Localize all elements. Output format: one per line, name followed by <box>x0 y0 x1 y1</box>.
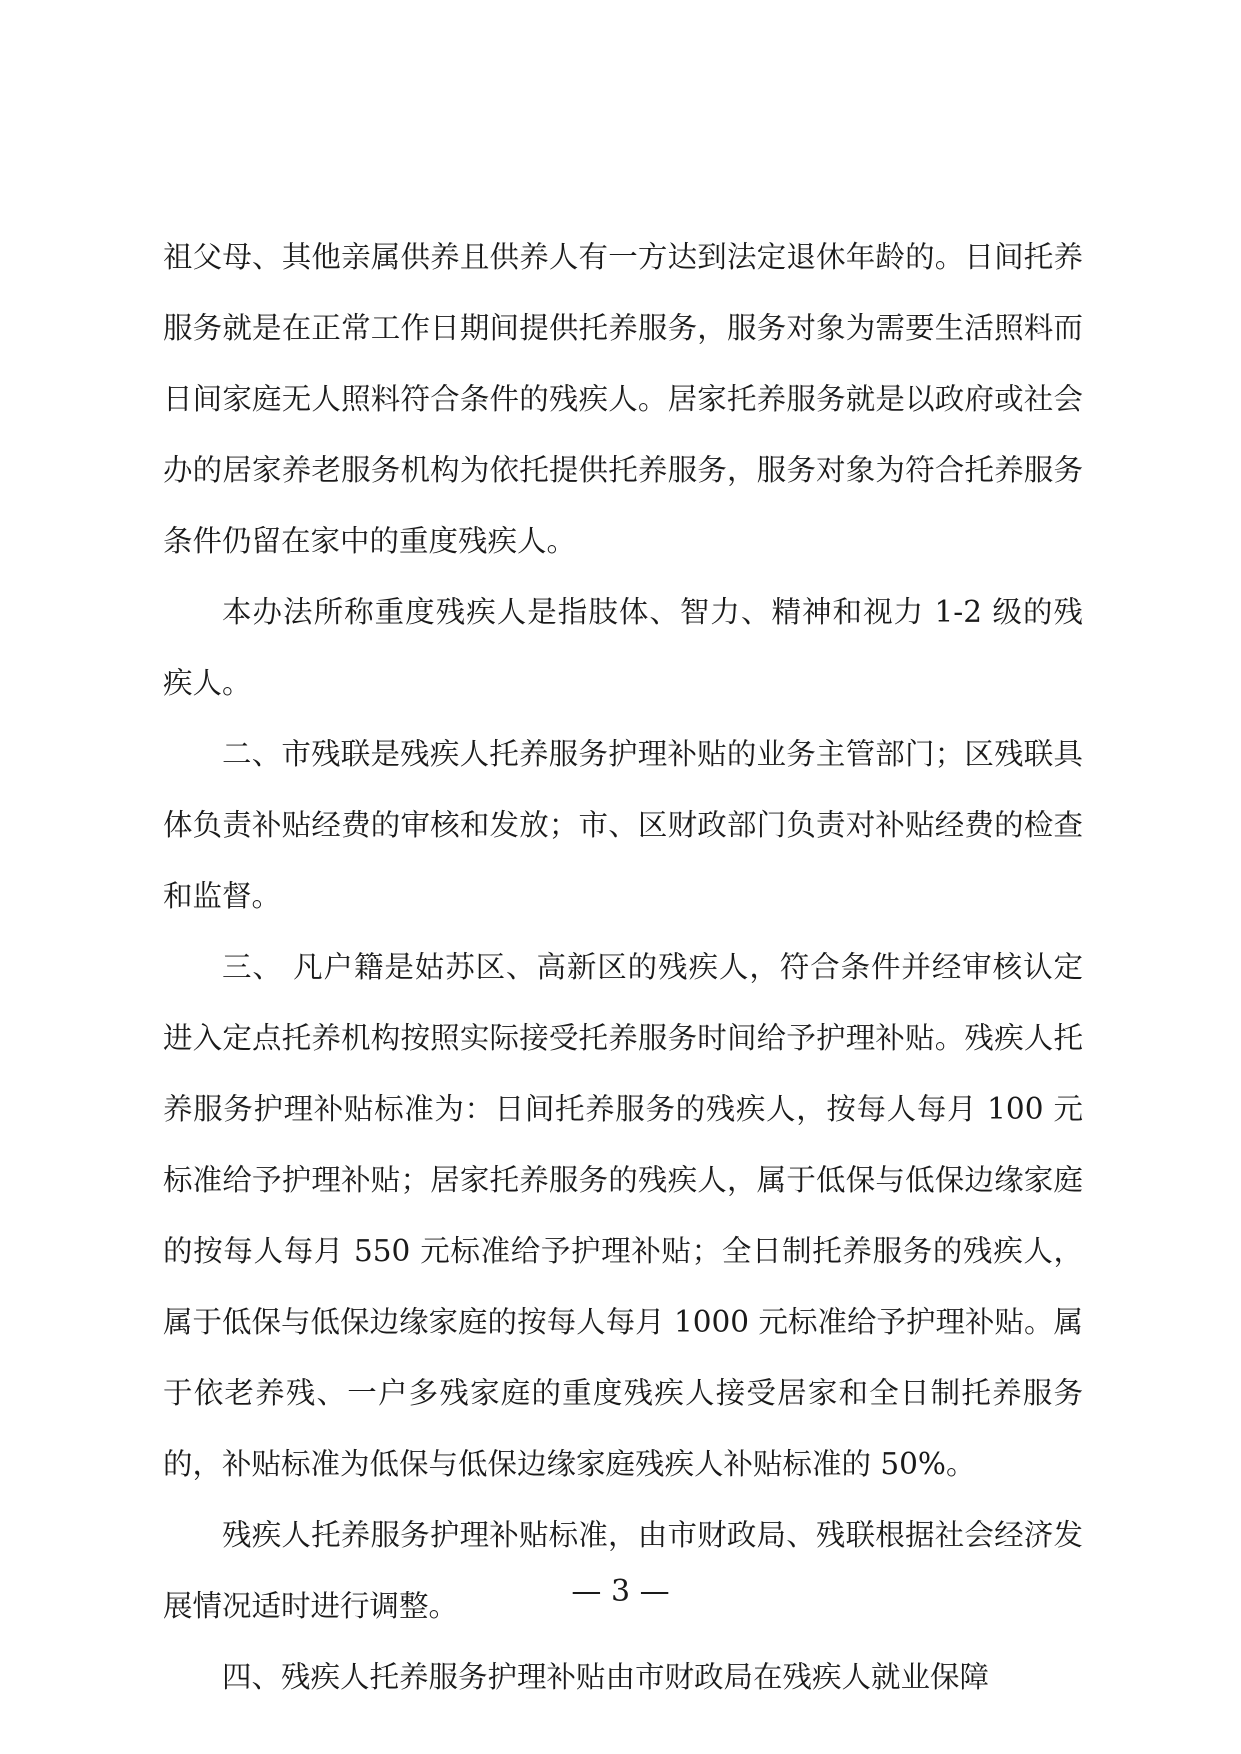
paragraph-section-two: 二、市残联是残疾人托养服务护理补贴的业务主管部门；区残联具体负责补贴经费的审核和发放；市、区财政部门负责对补贴经费的检查和监督。 <box>163 737 1083 913</box>
page-number: — 3 — <box>571 1574 670 1609</box>
paragraph-severe-disability-definition: 本办法所称重度残疾人是指肢体、智力、精神和视力 1-2 级的残疾人。 <box>163 595 1083 700</box>
body-text <box>163 222 1083 1713</box>
paragraph-section-three: 三、 凡户籍是姑苏区、高新区的残疾人，符合条件并经审核认定进入定点托养机构按照实际接受托养服务时间给予护理补贴。残疾人托养服务护理补贴标准为：日间托养服务的残疾人，按每人每月 100 元标准给予护理补贴；居家托养服务的残疾人，属于低保与低保边缘家庭的按每人每月 550 元标准给予护理补贴；全日制托养服务的残疾人，属于低保与低保边缘家庭的按每人每月 1000 元标准给予护理补贴。属于依老养残、一户多残家庭的重度残疾人接受居家和全日制托养服务的，补贴标准为低保与低保边缘家庭残疾人补贴标准的 50%。 <box>163 950 1083 1481</box>
paragraph-section-four: 四、残疾人托养服务护理补贴由市财政局在残疾人就业保障 <box>222 1660 990 1694</box>
paragraph-continued: 祖父母、其他亲属供养且供养人有一方达到法定退休年龄的。日间托养服务就是在正常工作日期间提供托养服务，服务对象为需要生活照料而日间家庭无人照料符合条件的残疾人。居家托养服务就是以政府或社会办的居家养老服务机构为依托提供托养服务，服务对象为符合托养服务条件仍留在家中的重度残疾人。 <box>163 240 1083 558</box>
paragraph-standard-adjustment: 残疾人托养服务护理补贴标准，由市财政局、残联根据社会经济发展情况适时进行调整。 <box>163 1518 1083 1623</box>
